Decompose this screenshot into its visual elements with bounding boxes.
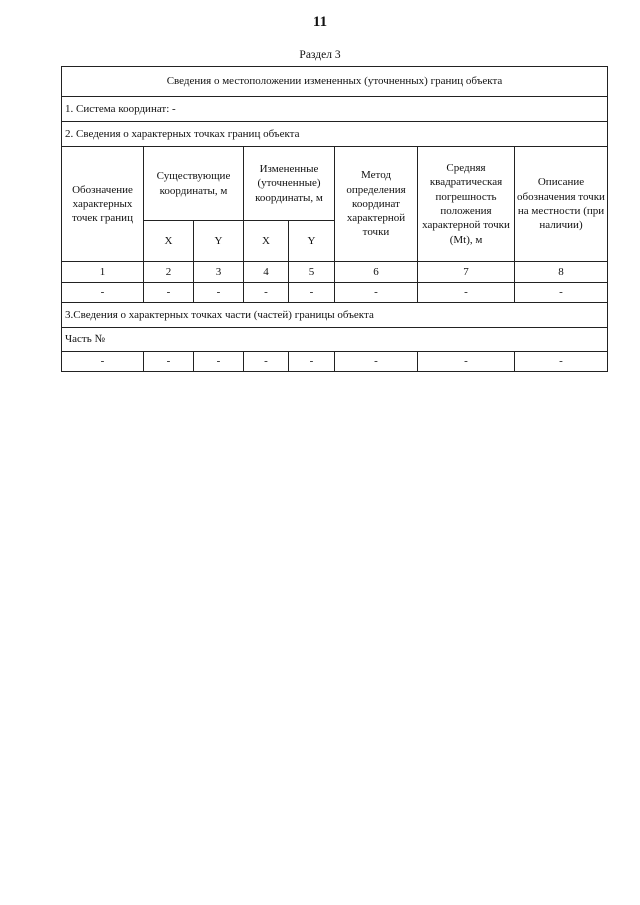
table-cell: - xyxy=(335,283,418,303)
table-row xyxy=(62,283,608,303)
table-cell: - xyxy=(244,352,289,372)
column-number: 8 xyxy=(515,262,608,283)
table-cell: - xyxy=(194,283,244,303)
table-cell: - xyxy=(289,352,335,372)
column-number: 6 xyxy=(335,262,418,283)
header-changed-x: X xyxy=(244,221,289,262)
column-number: 4 xyxy=(244,262,289,283)
table-cell: - xyxy=(515,352,608,372)
header-designation: Обозначение характерных точек границ xyxy=(62,147,144,262)
coord-system-row: 1. Система координат: - xyxy=(62,97,608,122)
header-existing-x: X xyxy=(144,221,194,262)
table-cell: - xyxy=(194,352,244,372)
part-section-title: 3.Сведения о характерных точках части (частей) границы объекта xyxy=(62,303,608,328)
table-cell: - xyxy=(244,283,289,303)
part-number-label: Часть № xyxy=(62,328,608,352)
table-cell: - xyxy=(515,283,608,303)
header-description: Описание обозначения точки на местности (при наличии) xyxy=(515,147,608,262)
page-number: 11 xyxy=(312,14,328,30)
table-cell: - xyxy=(62,352,144,372)
points-section-title: 2. Сведения о характерных точках границ объекта xyxy=(62,122,608,147)
column-number: 5 xyxy=(289,262,335,283)
table-cell: - xyxy=(62,283,144,303)
boundary-points-table xyxy=(61,66,608,372)
column-numbers-row xyxy=(62,262,608,283)
table-cell: - xyxy=(418,352,515,372)
column-number: 2 xyxy=(144,262,194,283)
header-changed-coords: Измененные (уточненные) координаты, м xyxy=(244,147,335,221)
header-existing-coords: Существующие координаты, м xyxy=(144,147,244,221)
table-cell: - xyxy=(144,283,194,303)
table-cell: - xyxy=(144,352,194,372)
table-row xyxy=(62,352,608,372)
column-number: 7 xyxy=(418,262,515,283)
header-existing-y: Y xyxy=(194,221,244,262)
column-number: 3 xyxy=(194,262,244,283)
table-cell: - xyxy=(335,352,418,372)
section-label: Раздел 3 xyxy=(299,49,341,61)
table-cell: - xyxy=(418,283,515,303)
header-method: Метод определения координат характерной точки xyxy=(335,147,418,262)
header-rms-error: Средняя квадратическая погрешность положения характерной точки (Mt), м xyxy=(418,147,515,262)
table-cell: - xyxy=(289,283,335,303)
header-changed-y: Y xyxy=(289,221,335,262)
table-title: Сведения о местоположении измененных (уточненных) границ объекта xyxy=(62,67,608,97)
column-number: 1 xyxy=(62,262,144,283)
